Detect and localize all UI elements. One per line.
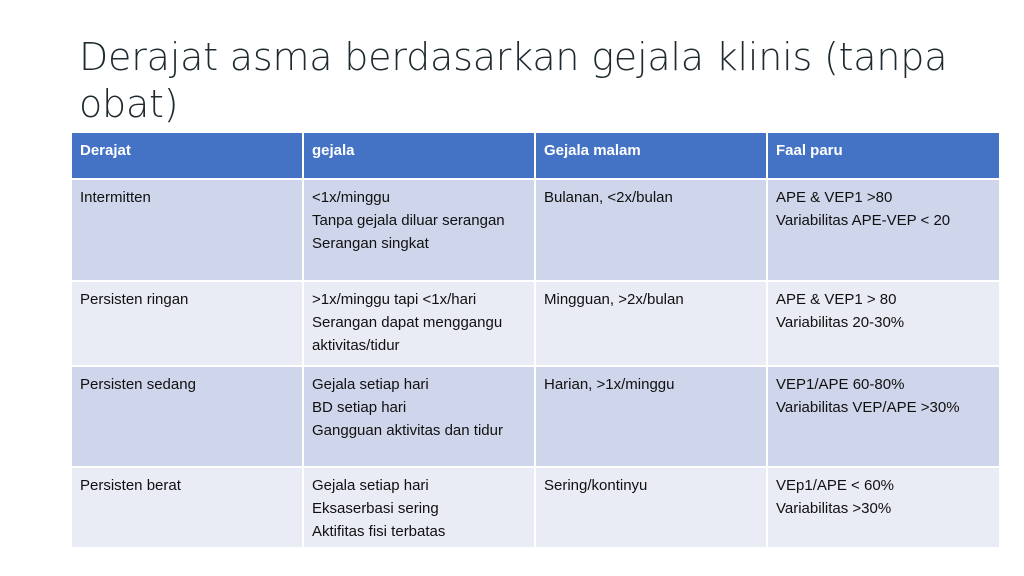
cell-line: Eksaserbasi sering bbox=[312, 500, 439, 517]
cell-derajat: Persisten sedang bbox=[71, 366, 303, 467]
header-gejala-malam: Gejala malam bbox=[535, 132, 767, 179]
cell-line: BD setiap hari bbox=[312, 399, 407, 416]
cell-gejala bbox=[303, 366, 535, 467]
cell-line: Serangan dapat menggangu aktivitas/tidur bbox=[312, 314, 503, 354]
cell-faal-paru bbox=[767, 366, 1000, 467]
cell-line: Variabilitas APE-VEP < 20 bbox=[776, 212, 951, 229]
cell-gejala bbox=[303, 281, 535, 366]
table-row bbox=[71, 467, 1000, 548]
cell-faal-paru bbox=[767, 467, 1000, 548]
header-faal-paru: Faal paru bbox=[767, 132, 1000, 179]
cell-derajat: Persisten ringan bbox=[71, 281, 303, 366]
header-gejala: gejala bbox=[303, 132, 535, 179]
cell-line: Gejala setiap hari bbox=[312, 376, 429, 393]
header-derajat: Derajat bbox=[71, 132, 303, 179]
cell-gejala-malam: Sering/kontinyu bbox=[535, 467, 767, 548]
cell-gejala bbox=[303, 179, 535, 281]
cell-line: Aktifitas fisi terbatas bbox=[312, 523, 446, 540]
cell-gejala-malam: Harian, >1x/minggu bbox=[535, 366, 767, 467]
cell-line: Variabilitas VEP/APE >30% bbox=[776, 399, 960, 416]
cell-line: APE & VEP1 >80 bbox=[776, 189, 893, 206]
table-row bbox=[71, 281, 1000, 366]
asthma-severity-table bbox=[70, 131, 1001, 549]
cell-line: Serangan singkat bbox=[312, 235, 429, 252]
cell-gejala-malam: Mingguan, >2x/bulan bbox=[535, 281, 767, 366]
cell-derajat: Intermitten bbox=[71, 179, 303, 281]
cell-line: APE & VEP1 > 80 bbox=[776, 291, 897, 308]
cell-faal-paru bbox=[767, 281, 1000, 366]
table-row bbox=[71, 366, 1000, 467]
cell-gejala-malam: Bulanan, <2x/bulan bbox=[535, 179, 767, 281]
table-header-row bbox=[71, 132, 1000, 179]
cell-line: Gejala setiap hari bbox=[312, 477, 429, 494]
cell-derajat: Persisten berat bbox=[71, 467, 303, 548]
cell-gejala bbox=[303, 467, 535, 548]
cell-line: Tanpa gejala diluar serangan bbox=[312, 212, 505, 229]
cell-line: >1x/minggu tapi <1x/hari bbox=[312, 291, 477, 308]
cell-line: VEp1/APE < 60% bbox=[776, 477, 894, 494]
cell-faal-paru bbox=[767, 179, 1000, 281]
cell-line: <1x/minggu bbox=[312, 189, 390, 206]
cell-line: Gangguan aktivitas dan tidur bbox=[312, 422, 503, 439]
cell-line: Variabilitas 20-30% bbox=[776, 314, 905, 331]
slide-title: Derajat asma berdasarkan gejala klinis (tanpa obat) bbox=[79, 35, 948, 126]
table-row bbox=[71, 179, 1000, 281]
cell-line: VEP1/APE 60-80% bbox=[776, 376, 905, 393]
cell-line: Variabilitas >30% bbox=[776, 500, 892, 517]
